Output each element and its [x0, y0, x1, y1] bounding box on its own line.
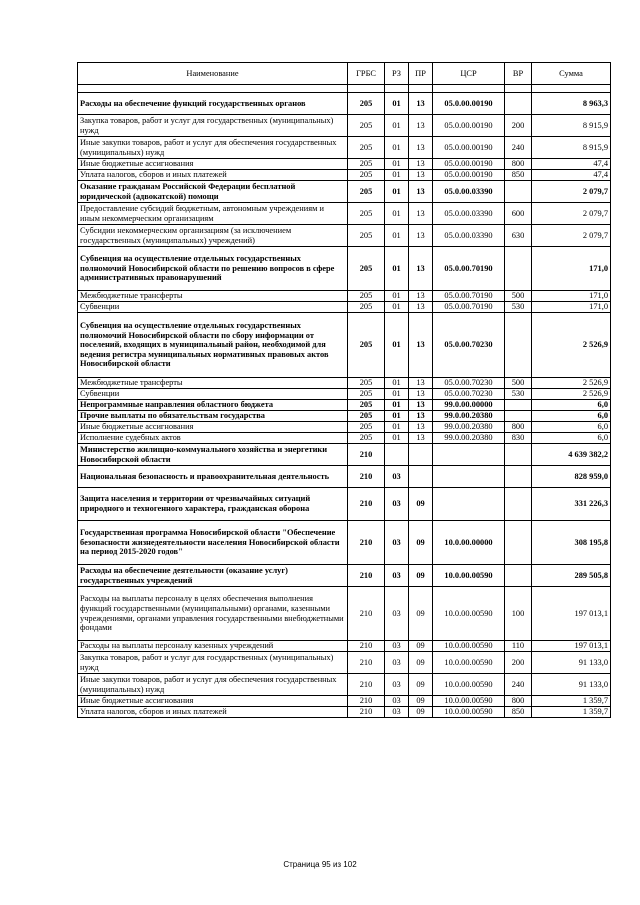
- cell-rz: 01: [385, 170, 409, 181]
- cell-sum: 308 195,8: [532, 521, 611, 565]
- cell-pr: 13: [409, 115, 433, 137]
- cell-sum: 91 133,0: [532, 652, 611, 674]
- cell-csr: 05.0.00.70190: [433, 291, 505, 302]
- cell-grbs: 210: [348, 587, 385, 641]
- cell-pr: 13: [409, 159, 433, 170]
- cell-name: Субсидии некоммерческим организациям (за исключением государственных (муниципальных) учреждений): [78, 225, 348, 247]
- cell-name: Национальная безопасность и правоохранительная деятельность: [78, 466, 348, 488]
- cell-rz: 01: [385, 181, 409, 203]
- cell-csr: 10.0.00.00590: [433, 696, 505, 707]
- cell-vr: 830: [505, 433, 532, 444]
- cell-rz: 01: [385, 203, 409, 225]
- cell-csr: 99.0.00.20380: [433, 411, 505, 422]
- cell-csr: 05.0.00.00190: [433, 115, 505, 137]
- cell-vr: [505, 400, 532, 411]
- cell-pr: 09: [409, 641, 433, 652]
- cell-rz: 01: [385, 137, 409, 159]
- cell-csr: [433, 488, 505, 521]
- table-row: [78, 378, 611, 389]
- cell-sum: 2 526,9: [532, 313, 611, 378]
- cell-vr: 240: [505, 137, 532, 159]
- table-row: [78, 422, 611, 433]
- cell-name: Уплата налогов, сборов и иных платежей: [78, 707, 348, 718]
- header-name: Наименование: [78, 63, 348, 85]
- header-csr: ЦСР: [433, 63, 505, 85]
- cell-rz: 01: [385, 225, 409, 247]
- cell-rz: 01: [385, 378, 409, 389]
- cell-sum: 1 359,7: [532, 707, 611, 718]
- cell-pr: 13: [409, 302, 433, 313]
- cell-vr: 530: [505, 302, 532, 313]
- cell-sum: 1 359,7: [532, 696, 611, 707]
- table-row: [78, 181, 611, 203]
- table-row: [78, 302, 611, 313]
- cell-csr: 05.0.00.00190: [433, 159, 505, 170]
- header-gap-row: [78, 85, 611, 93]
- cell-grbs: 210: [348, 696, 385, 707]
- table-row: [78, 565, 611, 587]
- table-row: [78, 225, 611, 247]
- cell-rz: 01: [385, 115, 409, 137]
- page-footer: Страница 95 из 102: [283, 860, 357, 869]
- cell-pr: [409, 466, 433, 488]
- cell-name: Расходы на выплаты персоналу казенных учреждений: [78, 641, 348, 652]
- cell-pr: 09: [409, 587, 433, 641]
- header-grbs: ГРБС: [348, 63, 385, 85]
- cell-sum: 171,0: [532, 247, 611, 291]
- cell-grbs: 205: [348, 400, 385, 411]
- cell-pr: 13: [409, 411, 433, 422]
- cell-pr: [409, 444, 433, 466]
- cell-grbs: 210: [348, 444, 385, 466]
- table-row: [78, 115, 611, 137]
- table-row: [78, 674, 611, 696]
- table-row: [78, 389, 611, 400]
- cell-rz: 01: [385, 291, 409, 302]
- cell-grbs: 210: [348, 565, 385, 587]
- header-sum: Сумма: [532, 63, 611, 85]
- cell-name: Расходы на выплаты персоналу в целях обеспечения выполнения функций государственными (муниципальными) органами, казенными учреждениями, органами управления государственными внебюджетными фондами: [78, 587, 348, 641]
- cell-sum: 4 639 382,2: [532, 444, 611, 466]
- cell-vr: [505, 411, 532, 422]
- cell-rz: 03: [385, 641, 409, 652]
- cell-vr: [505, 93, 532, 115]
- cell-rz: 01: [385, 159, 409, 170]
- cell-csr: 10.0.00.00590: [433, 641, 505, 652]
- cell-grbs: 205: [348, 115, 385, 137]
- table-row: [78, 433, 611, 444]
- cell-vr: [505, 488, 532, 521]
- cell-name: Расходы на обеспечение деятельности (оказание услуг) государственных учреждений: [78, 565, 348, 587]
- cell-csr: 10.0.00.00590: [433, 674, 505, 696]
- cell-name: Министерство жилищно-коммунального хозяйства и энергетики Новосибирской области: [78, 444, 348, 466]
- cell-csr: 05.0.00.03390: [433, 181, 505, 203]
- cell-name: Иные бюджетные ассигнования: [78, 696, 348, 707]
- cell-csr: 05.0.00.00190: [433, 170, 505, 181]
- cell-grbs: 205: [348, 411, 385, 422]
- table-row: [78, 707, 611, 718]
- table-row: [78, 521, 611, 565]
- cell-sum: 2 079,7: [532, 181, 611, 203]
- cell-sum: 47,4: [532, 159, 611, 170]
- cell-grbs: 210: [348, 641, 385, 652]
- cell-vr: [505, 565, 532, 587]
- cell-vr: 600: [505, 203, 532, 225]
- cell-sum: 171,0: [532, 291, 611, 302]
- cell-csr: 10.0.00.00590: [433, 587, 505, 641]
- table-row: [78, 444, 611, 466]
- cell-pr: 13: [409, 225, 433, 247]
- cell-rz: 03: [385, 466, 409, 488]
- cell-name: Расходы на обеспечение функций государственных органов: [78, 93, 348, 115]
- cell-vr: [505, 521, 532, 565]
- cell-csr: 10.0.00.00590: [433, 565, 505, 587]
- cell-pr: 09: [409, 707, 433, 718]
- cell-pr: 09: [409, 488, 433, 521]
- cell-csr: 10.0.00.00000: [433, 521, 505, 565]
- cell-vr: [505, 466, 532, 488]
- header-pr: ПР: [409, 63, 433, 85]
- cell-csr: 05.0.00.70190: [433, 247, 505, 291]
- cell-vr: [505, 181, 532, 203]
- cell-grbs: 205: [348, 378, 385, 389]
- cell-pr: 09: [409, 652, 433, 674]
- table-row: [78, 291, 611, 302]
- table-row: [78, 696, 611, 707]
- cell-pr: 09: [409, 696, 433, 707]
- cell-csr: 99.0.00.20380: [433, 433, 505, 444]
- cell-sum: 171,0: [532, 302, 611, 313]
- cell-grbs: 205: [348, 225, 385, 247]
- cell-name: Непрограммные направления областного бюджета: [78, 400, 348, 411]
- cell-vr: 800: [505, 422, 532, 433]
- cell-vr: 850: [505, 170, 532, 181]
- cell-sum: 6,0: [532, 422, 611, 433]
- cell-csr: [433, 466, 505, 488]
- cell-sum: 331 226,3: [532, 488, 611, 521]
- cell-name: Межбюджетные трансферты: [78, 291, 348, 302]
- cell-name: Субвенция на осуществление отдельных государственных полномочий Новосибирской области по сбору информации от поселений, входящих в муниципальный район, необходимой для ведения регистра муниципальных нормативных правовых актов Новосибирской области: [78, 313, 348, 378]
- cell-grbs: 205: [348, 422, 385, 433]
- cell-vr: 850: [505, 707, 532, 718]
- cell-csr: 05.0.00.00190: [433, 93, 505, 115]
- cell-sum: 197 013,1: [532, 587, 611, 641]
- budget-table: [77, 62, 611, 718]
- cell-pr: 09: [409, 521, 433, 565]
- cell-sum: 8 963,3: [532, 93, 611, 115]
- cell-vr: 500: [505, 378, 532, 389]
- cell-grbs: 205: [348, 433, 385, 444]
- table-row: [78, 93, 611, 115]
- table-row: [78, 247, 611, 291]
- cell-grbs: 205: [348, 181, 385, 203]
- table-row: [78, 203, 611, 225]
- cell-grbs: 205: [348, 93, 385, 115]
- cell-grbs: 205: [348, 137, 385, 159]
- table-row: [78, 466, 611, 488]
- cell-sum: 47,4: [532, 170, 611, 181]
- cell-vr: [505, 313, 532, 378]
- cell-csr: 10.0.00.00590: [433, 652, 505, 674]
- cell-sum: 828 959,0: [532, 466, 611, 488]
- cell-pr: 13: [409, 378, 433, 389]
- cell-csr: 99.0.00.20380: [433, 422, 505, 433]
- cell-name: Предоставление субсидий бюджетным, автономным учреждениям и иным некоммерческим организациям: [78, 203, 348, 225]
- cell-vr: 100: [505, 587, 532, 641]
- cell-name: Иные закупки товаров, работ и услуг для обеспечения государственных (муниципальных) нужд: [78, 674, 348, 696]
- cell-sum: 6,0: [532, 400, 611, 411]
- table-row: [78, 313, 611, 378]
- cell-sum: 2 079,7: [532, 225, 611, 247]
- cell-vr: [505, 444, 532, 466]
- cell-vr: 200: [505, 652, 532, 674]
- cell-name: Иные бюджетные ассигнования: [78, 422, 348, 433]
- cell-rz: 01: [385, 302, 409, 313]
- cell-pr: 13: [409, 313, 433, 378]
- cell-name: Исполнение судебных актов: [78, 433, 348, 444]
- cell-pr: 13: [409, 203, 433, 225]
- cell-vr: 110: [505, 641, 532, 652]
- cell-name: Оказание гражданам Российской Федерации бесплатной юридической (адвокатской) помощи: [78, 181, 348, 203]
- cell-rz: [385, 444, 409, 466]
- cell-rz: 01: [385, 247, 409, 291]
- cell-pr: 13: [409, 181, 433, 203]
- table-body: [78, 93, 611, 718]
- header-vr: ВР: [505, 63, 532, 85]
- cell-name: Защита населения и территории от чрезвычайных ситуаций природного и техногенного характера, гражданская оборона: [78, 488, 348, 521]
- cell-name: Субвенции: [78, 302, 348, 313]
- cell-pr: 09: [409, 565, 433, 587]
- cell-name: Иные бюджетные ассигнования: [78, 159, 348, 170]
- cell-pr: 13: [409, 93, 433, 115]
- cell-pr: 13: [409, 170, 433, 181]
- cell-rz: 01: [385, 400, 409, 411]
- cell-pr: 13: [409, 422, 433, 433]
- cell-grbs: 210: [348, 466, 385, 488]
- table-row: [78, 587, 611, 641]
- cell-pr: 13: [409, 400, 433, 411]
- table-row: [78, 641, 611, 652]
- cell-sum: 6,0: [532, 411, 611, 422]
- table-row: [78, 400, 611, 411]
- table-row: [78, 488, 611, 521]
- cell-pr: 13: [409, 389, 433, 400]
- cell-pr: 13: [409, 137, 433, 159]
- cell-csr: 05.0.00.70190: [433, 302, 505, 313]
- cell-sum: 6,0: [532, 433, 611, 444]
- cell-name: Субвенции: [78, 389, 348, 400]
- cell-csr: 10.0.00.00590: [433, 707, 505, 718]
- cell-rz: 03: [385, 707, 409, 718]
- cell-grbs: 205: [348, 247, 385, 291]
- cell-grbs: 205: [348, 159, 385, 170]
- cell-name: Прочие выплаты по обязательствам государства: [78, 411, 348, 422]
- table-header-row: [78, 63, 611, 85]
- cell-grbs: 210: [348, 652, 385, 674]
- cell-grbs: 210: [348, 521, 385, 565]
- cell-vr: 530: [505, 389, 532, 400]
- cell-vr: 500: [505, 291, 532, 302]
- cell-rz: 03: [385, 696, 409, 707]
- cell-rz: 03: [385, 674, 409, 696]
- cell-vr: 800: [505, 159, 532, 170]
- cell-csr: 05.0.00.70230: [433, 389, 505, 400]
- table-row: [78, 170, 611, 181]
- cell-name: Уплата налогов, сборов и иных платежей: [78, 170, 348, 181]
- cell-name: Межбюджетные трансферты: [78, 378, 348, 389]
- cell-rz: 03: [385, 521, 409, 565]
- cell-grbs: 210: [348, 488, 385, 521]
- cell-sum: 91 133,0: [532, 674, 611, 696]
- cell-name: Закупка товаров, работ и услуг для государственных (муниципальных) нужд: [78, 652, 348, 674]
- cell-vr: 240: [505, 674, 532, 696]
- cell-name: Закупка товаров, работ и услуг для государственных (муниципальных) нужд: [78, 115, 348, 137]
- cell-rz: 03: [385, 565, 409, 587]
- cell-pr: 13: [409, 433, 433, 444]
- cell-sum: 197 013,1: [532, 641, 611, 652]
- cell-sum: 8 915,9: [532, 115, 611, 137]
- cell-grbs: 205: [348, 203, 385, 225]
- cell-csr: [433, 444, 505, 466]
- cell-csr: 05.0.00.70230: [433, 378, 505, 389]
- cell-pr: 13: [409, 247, 433, 291]
- cell-rz: 01: [385, 313, 409, 378]
- cell-csr: 05.0.00.00190: [433, 137, 505, 159]
- cell-sum: 289 505,8: [532, 565, 611, 587]
- cell-rz: 01: [385, 433, 409, 444]
- cell-sum: 2 526,9: [532, 389, 611, 400]
- table-row: [78, 411, 611, 422]
- cell-sum: 2 079,7: [532, 203, 611, 225]
- cell-rz: 01: [385, 411, 409, 422]
- cell-name: Иные закупки товаров, работ и услуг для обеспечения государственных (муниципальных) нужд: [78, 137, 348, 159]
- cell-name: Государственная программа Новосибирской области "Обеспечение безопасности жизнедеятельности населения Новосибирской области на период 2015-2020 годов": [78, 521, 348, 565]
- cell-sum: 8 915,9: [532, 137, 611, 159]
- cell-csr: 99.0.00.00000: [433, 400, 505, 411]
- cell-pr: 09: [409, 674, 433, 696]
- cell-vr: 630: [505, 225, 532, 247]
- cell-sum: 2 526,9: [532, 378, 611, 389]
- cell-grbs: 210: [348, 674, 385, 696]
- cell-csr: 05.0.00.03390: [433, 225, 505, 247]
- cell-vr: [505, 247, 532, 291]
- cell-grbs: 210: [348, 707, 385, 718]
- cell-rz: 03: [385, 488, 409, 521]
- cell-vr: 200: [505, 115, 532, 137]
- cell-grbs: 205: [348, 170, 385, 181]
- table-row: [78, 137, 611, 159]
- cell-rz: 03: [385, 652, 409, 674]
- cell-vr: 800: [505, 696, 532, 707]
- cell-grbs: 205: [348, 302, 385, 313]
- cell-grbs: 205: [348, 313, 385, 378]
- cell-grbs: 205: [348, 389, 385, 400]
- cell-csr: 05.0.00.03390: [433, 203, 505, 225]
- cell-pr: 13: [409, 291, 433, 302]
- cell-rz: 01: [385, 93, 409, 115]
- cell-grbs: 205: [348, 291, 385, 302]
- cell-csr: 05.0.00.70230: [433, 313, 505, 378]
- header-rz: РЗ: [385, 63, 409, 85]
- cell-rz: 03: [385, 587, 409, 641]
- table-row: [78, 159, 611, 170]
- cell-rz: 01: [385, 422, 409, 433]
- cell-rz: 01: [385, 389, 409, 400]
- table-row: [78, 652, 611, 674]
- cell-name: Субвенция на осуществление отдельных государственных полномочий Новосибирской области по решению вопросов в сфере административных правонарушений: [78, 247, 348, 291]
